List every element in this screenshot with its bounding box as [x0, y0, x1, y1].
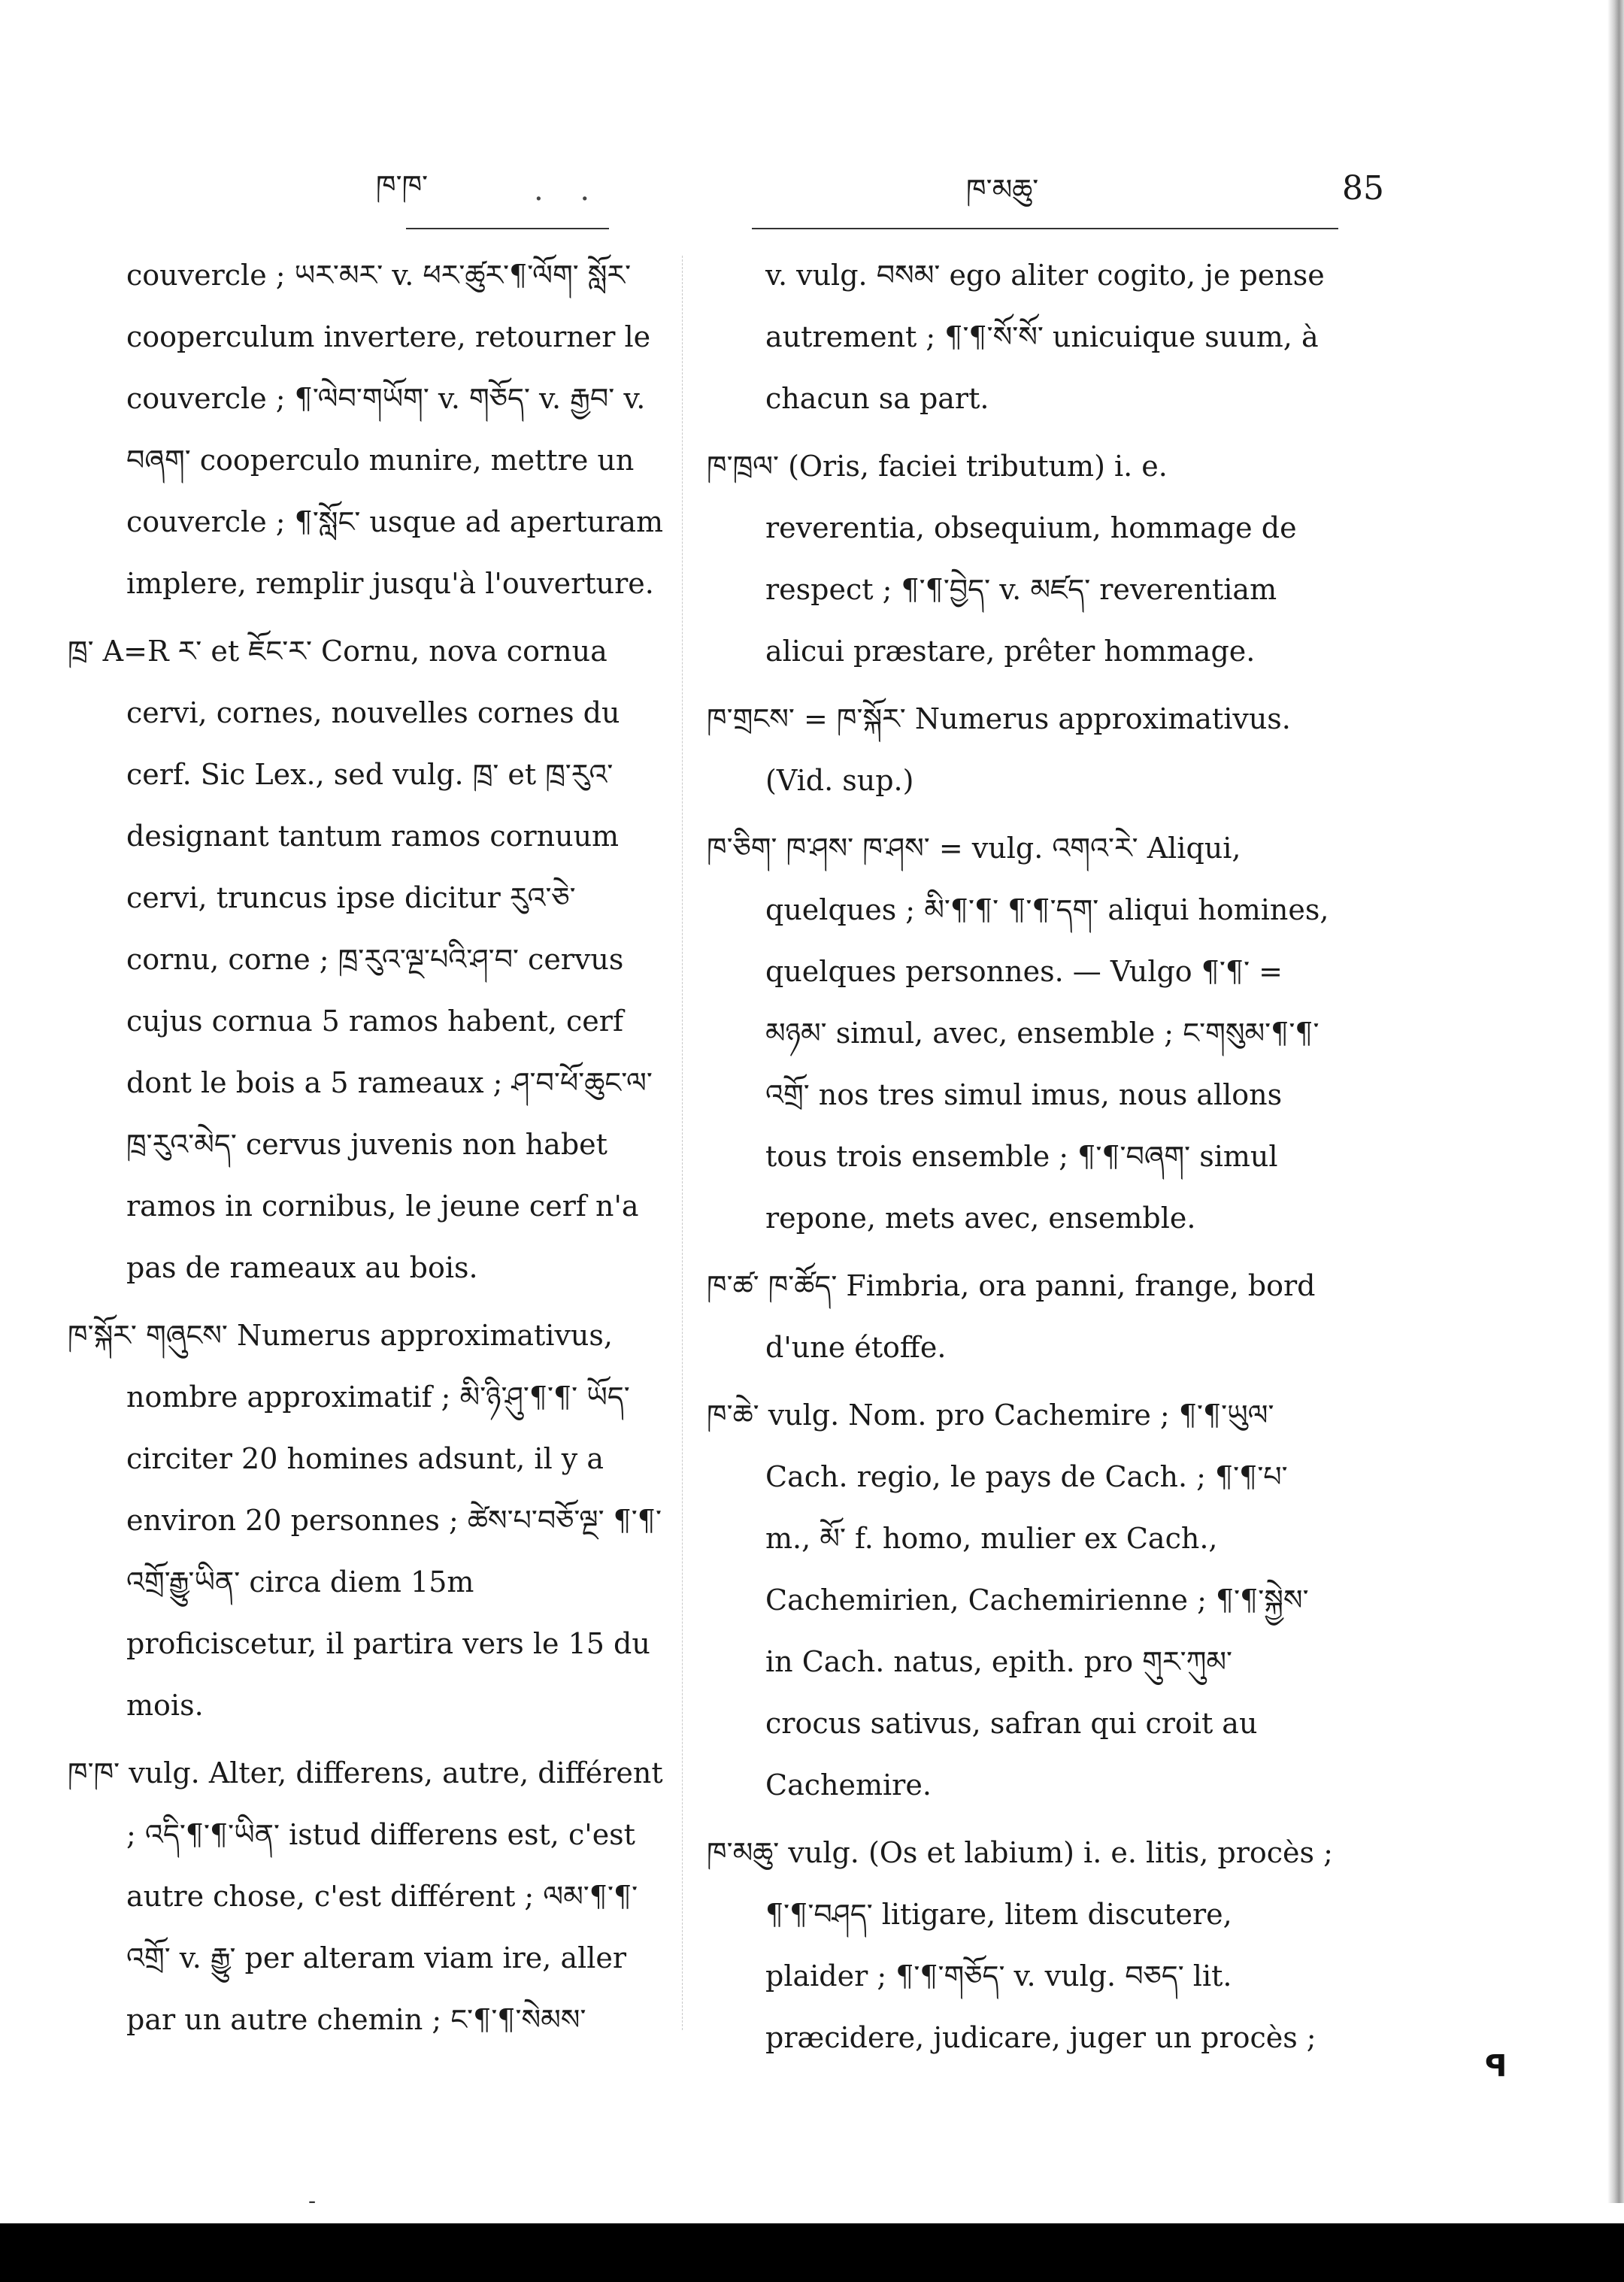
entry-text: couvercle ; ཡར་མར་ v. ཕར་ཚུར་¶་ལོག་ སློར་ cooperculum invertere, retourner le couvercle ; ¶་ལེབ་གཡོག་ v. གཅོད་ v. རྒྱབ་ v. བཞག་ cooperculo munire, mettre un couvercle ; ¶་སློང་ usque ad aperturam implere, remplir jusqu'à l'ouverture. [126, 259, 664, 600]
entry-text: ཁ་ཆེ་ vulg. Nom. pro Cachemire ; ¶་¶་ཡུལ་ Cach. regio, le pays de Cach. ; ¶་¶་པ་ m., མོ་ f. homo, mulier ex Cach., Cachemirien, Cachemirienne ; ¶་¶་སྐྱེས་ in Cach. natus, epith. pro གུར་ཀུམ་ crocus sativus, safran qui croit au Cachemire. [707, 1399, 1309, 1802]
entry-kha-grangs [707, 688, 1335, 811]
margin-mark: ꟼ [1485, 2049, 1507, 2083]
entry-couvercle [68, 244, 673, 614]
entry-text: v. vulg. བསམ་ ego aliter cogito, je pense autrement ; ¶་¶་སོ་སོ་ unicuique suum, à chacun sa part. [765, 259, 1325, 415]
running-head-left: ཁ་ཁ་ [376, 169, 429, 202]
stray-mark: - [308, 2188, 317, 2214]
left-column [68, 244, 673, 2050]
page-edge-shadow [1607, 0, 1624, 2203]
entry-text: ཁ་ཁ་ vulg. Alter, differens, autre, différent ; འདི་¶་¶་ཡིན་ istud differens est, c'est autre chose, c'est différent ; ལམ་¶་¶་ འགྲོ་ v. རྒྱུ་ per alteram viam ire, aller par un autre chemin ; ང་¶་¶་སེམས་ [68, 1756, 663, 2036]
entry-kha-skor [68, 1305, 673, 1736]
entry-kha-khral [707, 435, 1335, 682]
entry-kha-che [707, 1384, 1335, 1816]
entry-text: ཁྲ་ A=R ར་ et ཇོང་ར་ Cornu, nova cornua cervi, cornes, nouvelles cornes du cerf. Sic Lex., sed vulg. ཁྲ་ et ཁྲ་རུའ་ designant tantum ramos cornuum cervi, truncus ipse dicitur རུའ་ཅེ་ cornu, corne ; ཁྲ་རུའ་ལྔ་པའི་ཤ་བ་ cervus cujus cornua 5 ramos habent, cerf dont le bois a 5 rameaux ; ཤ་བ་ཕོ་ཆུང་ལ་ཁྲ་རུའ་མེད་ cervus juvenis non habet ramos in cornibus, le jeune cerf n'a pas de rameaux au bois. [68, 635, 653, 1284]
entry-text: ཁ་ཚ་ ཁ་ཚོད་ Fimbria, ora panni, frange, bord d'une étoffe. [707, 1269, 1316, 1364]
entry-kha-mchu [707, 1822, 1335, 2068]
page-number: 85 [1342, 169, 1384, 208]
running-head-dots: . . [534, 173, 604, 208]
column-divider [682, 256, 683, 2030]
entry-rwa [68, 620, 673, 1299]
entry-text: ཁ་གྲངས་ = ཁ་སྐོར་ Numerus approximativus. (Vid. sup.) [707, 702, 1291, 797]
entry-text: ཁ་ཁྲལ་ (Oris, faciei tributum) i. e. reverentia, obsequium, hommage de respect ; ¶་¶་བྱེད་ v. མཛད་ reverentiam alicui præstare, prêter hommage. [707, 450, 1297, 668]
running-head-right: ཁ་མཆུ་ [966, 173, 1039, 206]
entry-kha-kha [68, 1742, 673, 2050]
entry-kha-tsha [707, 1255, 1335, 1378]
header-rule-left [406, 228, 609, 229]
right-column [707, 244, 1335, 2068]
entry-continuation [707, 244, 1335, 429]
scan-bottom-bar [0, 2223, 1624, 2282]
entry-kha-cig [707, 817, 1335, 1249]
entry-text: ཁ་མཆུ་ vulg. (Os et labium) i. e. litis, procès ; ¶་¶་བཤད་ litigare, litem discutere, plaider ; ¶་¶་གཅོད་ v. vulg. བཅད་ lit. præcidere, judicare, juger un procès ; [707, 1836, 1333, 2054]
header-rule-right [752, 228, 1338, 229]
entry-text: ཁ་སྐོར་ གཞུངས་ Numerus approximativus, nombre approximatif ; མི་ཉི་ཤུ་¶་¶་ ཡོད་ circiter 20 homines adsunt, il y a environ 20 personnes ; ཚེས་པ་བཅོ་ལྔ་ ¶་¶་འགྲོ་རྒྱུ་ཡིན་ circa diem 15m proficiscetur, il partira vers le 15 du mois. [68, 1319, 662, 1722]
entry-text: ཁ་ཅིག་ ཁ་ཤས་ ཁ་ཤས་ = vulg. འགའ་རེ་ Aliqui, quelques ; མི་¶་¶་ ¶་¶་དག་ aliqui homines, quelques personnes. — Vulgo ¶་¶་ = མཉམ་ simul, avec, ensemble ; ང་གསུམ་¶་¶་འགྲོ་ nos tres simul imus, nous allons tous trois ensemble ; ¶་¶་བཞག་ simul repone, mets avec, ensemble. [707, 832, 1329, 1235]
